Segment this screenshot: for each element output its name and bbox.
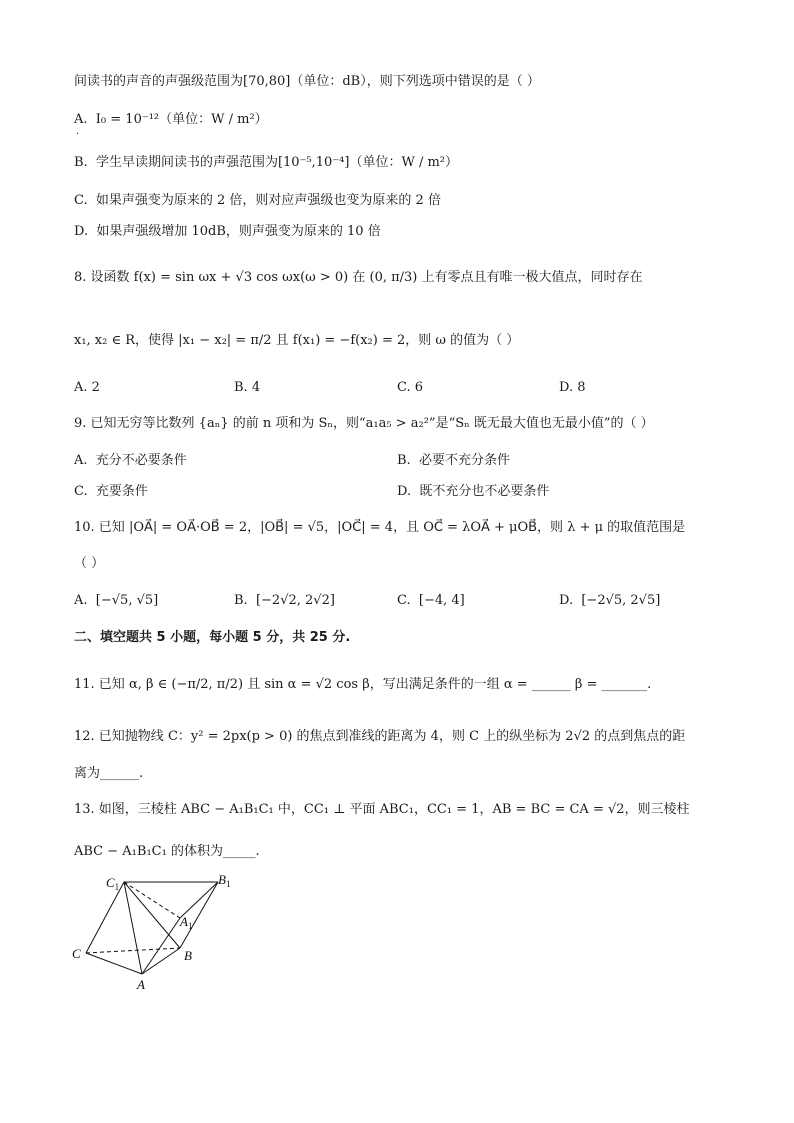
option-label: D. <box>74 224 89 239</box>
option-text: I₀ = 10⁻¹²（单位：W / m²） <box>95 112 268 127</box>
option-label: A. <box>74 453 88 468</box>
option-text: 充要条件 <box>95 484 148 499</box>
q10-option-a <box>74 591 158 611</box>
label-a1-sub: 1 <box>187 921 193 931</box>
option-text: 2 <box>91 380 100 395</box>
q8-option-d <box>559 378 586 398</box>
intro-line: 间读书的声音的声强级范围为[70,80]（单位：dB），则下列选项中错误的是（ ） <box>74 74 540 89</box>
prism-figure <box>72 868 242 993</box>
edge-c1-a1 <box>124 882 180 918</box>
label-b: B <box>184 948 192 963</box>
option-text: 学生早读期间读书的声强范围为[10⁻⁵,10⁻⁴]（单位：W / m²） <box>95 155 459 170</box>
option-label: C. <box>74 193 88 208</box>
q7-option-c <box>74 191 441 211</box>
option-label: B. <box>234 380 248 395</box>
edge-c1-b <box>124 882 180 948</box>
q7-option-a <box>74 110 268 130</box>
q8-line2: x₁, x₂ ∈ R，使得 |x₁ − x₂| = π/2 且 f(x₁) = −f(x₂) = 2，则 ω 的值为（ ） <box>74 333 520 348</box>
q13-line2: ABC − A₁B₁C₁ 的体积为_____. <box>74 844 260 859</box>
edge-b1-a1 <box>180 882 218 918</box>
edge-c1-c <box>86 882 124 953</box>
q9-option-b <box>397 451 510 471</box>
option-label: A. <box>74 380 88 395</box>
option-label: B. <box>74 155 88 170</box>
option-label: B. <box>234 593 248 608</box>
q9-line1: 9. 已知无穷等比数列 {aₙ} 的前 n 项和为 Sₙ，则“a₁a₅ > a₂²”是“Sₙ 既无最大值也无最小值”的（ ） <box>74 416 654 431</box>
option-text: [−4, 4] <box>418 593 465 608</box>
option-label: D. <box>559 380 574 395</box>
label-b1-main: B <box>218 872 226 887</box>
option-text: 如果声强变为原来的 2 倍，则对应声强级也变为原来的 2 倍 <box>95 193 441 208</box>
edge-a-b <box>142 948 180 974</box>
q12-line1: 12. 已知抛物线 C：y² = 2px(p > 0) 的焦点到准线的距离为 4，则 C 上的纵坐标为 2√2 的点到焦点的距 <box>74 729 686 744</box>
label-c: C <box>72 946 81 961</box>
option-text: 如果声强级增加 10dB，则声强变为原来的 10 倍 <box>96 224 381 239</box>
q8-option-a <box>74 378 100 398</box>
option-text: [−2√2, 2√2] <box>255 593 335 608</box>
q10-option-c <box>397 591 465 611</box>
q9-option-c <box>74 482 148 502</box>
option-label: A. <box>74 112 88 127</box>
q9-option-a <box>74 451 187 471</box>
option-text: 8 <box>577 380 586 395</box>
q8-option-b <box>234 378 260 398</box>
option-text: 充分不必要条件 <box>95 453 187 468</box>
label-a: A <box>137 977 145 992</box>
q10-option-b <box>234 591 335 611</box>
q9-option-d <box>397 482 549 502</box>
q10-option-d <box>559 591 660 611</box>
option-text: 必要不充分条件 <box>418 453 510 468</box>
option-text: [−2√5, 2√5] <box>581 593 661 608</box>
label-c1 <box>106 875 119 892</box>
label-b1-sub: 1 <box>225 879 231 889</box>
option-label: A. <box>74 593 88 608</box>
q13-line1: 13. 如图，三棱柱 ABC − A₁B₁C₁ 中，CC₁ ⊥ 平面 ABC₁，CC₁ = 1，AB = BC = CA = √2，则三棱柱 <box>74 802 690 817</box>
option-label: D. <box>397 484 412 499</box>
q7-option-d <box>74 222 381 242</box>
edge-c1-a <box>124 882 142 974</box>
option-label: C. <box>397 380 411 395</box>
option-text: [−√5, √5] <box>95 593 159 608</box>
edge-a1-a <box>142 918 180 974</box>
label-b1 <box>218 872 230 889</box>
section-heading: 二、填空题共 5 小题，每小题 5 分，共 25 分. <box>74 630 351 645</box>
option-label: C. <box>74 484 88 499</box>
label-c1-main: C <box>106 875 115 890</box>
option-text: 4 <box>251 380 261 395</box>
edge-c-b <box>86 948 180 953</box>
q8-option-c <box>397 378 423 398</box>
stray-dot: . <box>76 126 80 137</box>
q11-line: 11. 已知 α, β ∈ (−π/2, π/2) 且 sin α = √2 cos β，写出满足条件的一组 α = ______ β = _______. <box>74 677 652 692</box>
option-label: D. <box>559 593 574 608</box>
label-c1-sub: 1 <box>114 882 120 892</box>
q10-line1: 10. 已知 |OA⃗| = OA⃗·OB⃗ = 2，|OB⃗| = √5，|OC⃗| = 4，且 OC⃗ = λOA⃗ + μOB⃗，则 λ + μ 的取值范围是 <box>74 520 686 535</box>
q7-option-b <box>74 153 458 173</box>
q12-line2: 离为______. <box>74 766 144 781</box>
q8-line1: 8. 设函数 f(x) = sin ωx + √3 cos ωx(ω > 0) 在 (0, π/3) 上有零点且有唯一极大值点，同时存在 <box>74 270 643 285</box>
q10-line2: （ ） <box>74 556 105 571</box>
option-label: C. <box>397 593 411 608</box>
label-a1 <box>179 914 192 931</box>
label-a1-main: A <box>180 914 188 929</box>
option-text: 既不充分也不必要条件 <box>419 484 550 499</box>
edge-c-a <box>86 953 142 974</box>
option-label: B. <box>397 453 411 468</box>
option-text: 6 <box>414 380 424 395</box>
